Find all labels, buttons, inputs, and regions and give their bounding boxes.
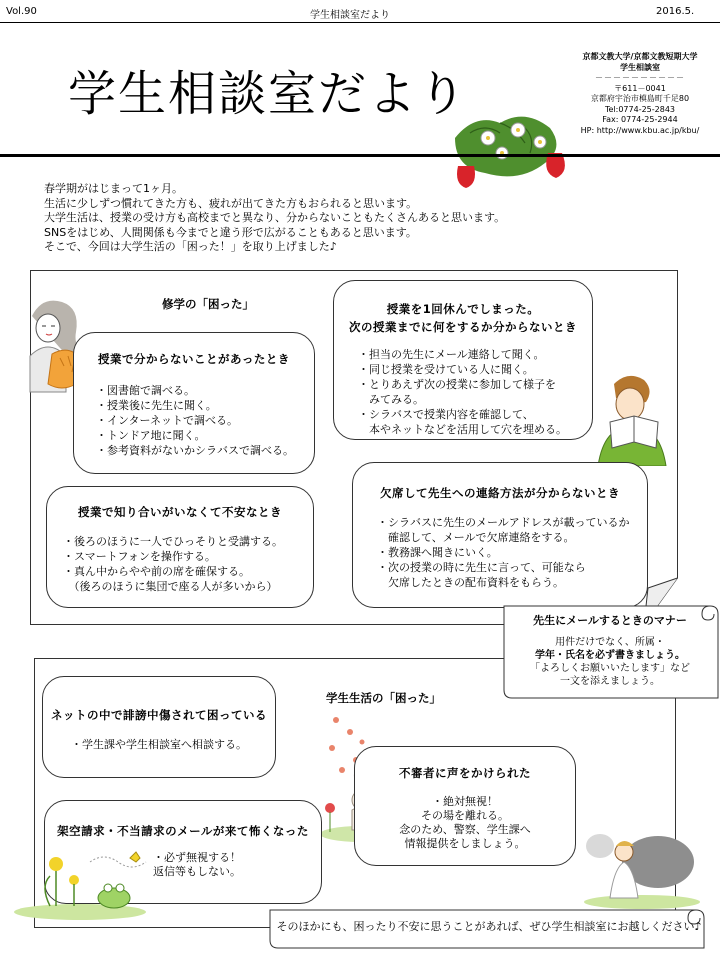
office-name: 学生相談室 — [620, 62, 660, 72]
intro-text — [44, 182, 505, 255]
card-unclear-lesson — [73, 332, 315, 474]
zip-code: 〒611－0041 — [614, 83, 666, 93]
card-list — [63, 534, 313, 594]
boy-reading-illustration — [594, 370, 674, 466]
footer-text: そのほかにも、困ったり不安に思うことがあれば、ぜひ学生相談室にお越しください♪ — [276, 920, 702, 933]
list-item: 欠席したときの配布資料をもらう。 — [377, 576, 564, 589]
intro-line: SNSをはじめ、人間関係も今までと違う形で広がることもあると思います。 — [44, 225, 417, 239]
card-absence-contact — [352, 462, 648, 608]
card-title: 授業で知り合いがいなくて不安なとき — [78, 505, 282, 519]
list-item: ・シラバスに先生のメールアドレスが載っているか — [377, 516, 630, 529]
running-title: 学生相談室だより — [310, 10, 390, 21]
list-item: ・シラバスで授業内容を確認して、 — [358, 408, 534, 421]
card-list — [71, 737, 275, 752]
card-list — [153, 851, 241, 879]
note-title: 先生にメールするときのマナー — [533, 614, 687, 627]
note-line: 学年・氏名を必ず書きましょう。 — [535, 650, 685, 661]
card-title-line1: 授業を1回休んでしまった。 — [386, 302, 540, 316]
card-title: 架空請求・不当請求のメールが来て怖くなった — [57, 824, 309, 838]
list-item: ・教務課へ聞きにいく。 — [377, 546, 498, 559]
list-item: 情報提供をしましょう。 — [404, 837, 526, 850]
list-item: ・参考資料がないかシラバスで調べる。 — [96, 444, 294, 457]
list-item: ・担当の先生にメール連絡して聞く。 — [358, 348, 545, 361]
list-item: ・インターネットで調べる。 — [96, 414, 239, 427]
fax: Fax: 0774-25-2944 — [602, 115, 678, 124]
intro-line: 春学期がはじまって1ヶ月。 — [44, 182, 183, 195]
life-section-label: 学生生活の「困った」 — [326, 691, 441, 705]
intro-line: 生活に少しずつ慣れてきた方も、疲れが出てきた方もおられると思います。 — [44, 196, 418, 210]
card-title: 不審者に声をかけられた — [399, 766, 531, 780]
list-item: ・授業後に先生に聞く。 — [96, 399, 217, 412]
card-suspicious-person — [354, 746, 576, 866]
card-list — [377, 515, 647, 590]
card-title: 欠席して先生への連絡方法が分からないとき — [380, 486, 620, 500]
list-item: （後ろのほうに集団で座る人が多いから） — [63, 580, 278, 593]
volume-number: Vol.90 — [6, 6, 37, 17]
phone: Tel:0774-25-2843 — [604, 104, 676, 114]
list-item: ・必ず無視する！ — [153, 851, 241, 864]
footer-message-box — [266, 904, 710, 954]
card-online-slander — [42, 676, 276, 778]
address: 京都府宇治市槙島町千足80 — [590, 94, 690, 103]
card-no-acquaintances — [46, 486, 314, 608]
card-title: ネットの中で誹謗中傷されて困っている — [51, 708, 267, 722]
card-title-line2: 次の授業までに何をするか分からないとき — [349, 320, 577, 334]
strawberry-illustration — [440, 108, 580, 190]
list-item: 本やネットなどを活用して穴を埋める。 — [358, 423, 567, 436]
note-line: 「よろしくお願いいたします」など — [530, 663, 690, 674]
list-item: 念のため、警察、学生課へ — [399, 823, 531, 836]
note-line: 一文を添えましょう。 — [560, 676, 660, 687]
university-name: 京都文教大学/京都文教短期大学 — [582, 52, 698, 61]
list-item: ・スマートフォンを操作する。 — [63, 550, 216, 563]
card-list — [96, 383, 314, 458]
list-item: 返信等もしない。 — [153, 865, 241, 878]
top-rule — [0, 22, 720, 23]
dandelion-frog-illustration — [10, 840, 160, 920]
issue-date: 2016.5. — [656, 6, 695, 17]
email-manner-note — [500, 598, 720, 702]
intro-line: 大学生活は、授業の受け方も高校までと異なり、分からないこともたくさんあると思います。 — [44, 211, 506, 224]
list-item: 確認して、メールで欠席連絡をする。 — [377, 531, 575, 544]
list-item: ・後ろのほうに一人でひっそりと受講する。 — [63, 535, 283, 548]
list-item: ・同じ授業を受けている人に聞く。 — [358, 363, 534, 376]
list-item: ・図書館で調べる。 — [96, 384, 195, 397]
intro-line: そこで、今回は大学生活の「困った！」を取り上げました♪ — [44, 240, 337, 253]
card-list — [358, 347, 592, 437]
header-rule — [0, 154, 720, 157]
list-item: ・真ん中からやや前の席を確保する。 — [63, 565, 250, 578]
sheep-girl-illustration — [578, 822, 708, 910]
card-title: 授業で分からないことがあったとき — [98, 352, 290, 366]
study-section-label: 修学の「困った」 — [162, 297, 254, 311]
list-item: ・トンドア地に聞く。 — [96, 429, 206, 442]
note-body — [500, 636, 720, 688]
page-title: 学生相談室だより — [68, 66, 469, 122]
homepage: HP: http://www.kbu.ac.jp/kbu/ — [580, 125, 700, 135]
list-item: ・絶対無視！ — [432, 795, 498, 808]
list-item: みてみる。 — [358, 393, 424, 406]
organization-info — [560, 52, 720, 136]
list-item: ・学生課や学生相談室へ相談する。 — [71, 738, 247, 751]
list-item: ・次の授業の時に先生に言って、可能なら — [377, 561, 586, 574]
org-rule: －－－－－－－－－－ — [595, 73, 685, 82]
list-item: その場を離れる。 — [421, 809, 509, 822]
list-item: ・とりあえず次の授業に参加して様子を — [358, 378, 556, 391]
note-line: 用件だけでなく、所属・ — [555, 637, 665, 648]
card-missed-class — [333, 280, 593, 440]
card-list — [355, 795, 575, 851]
